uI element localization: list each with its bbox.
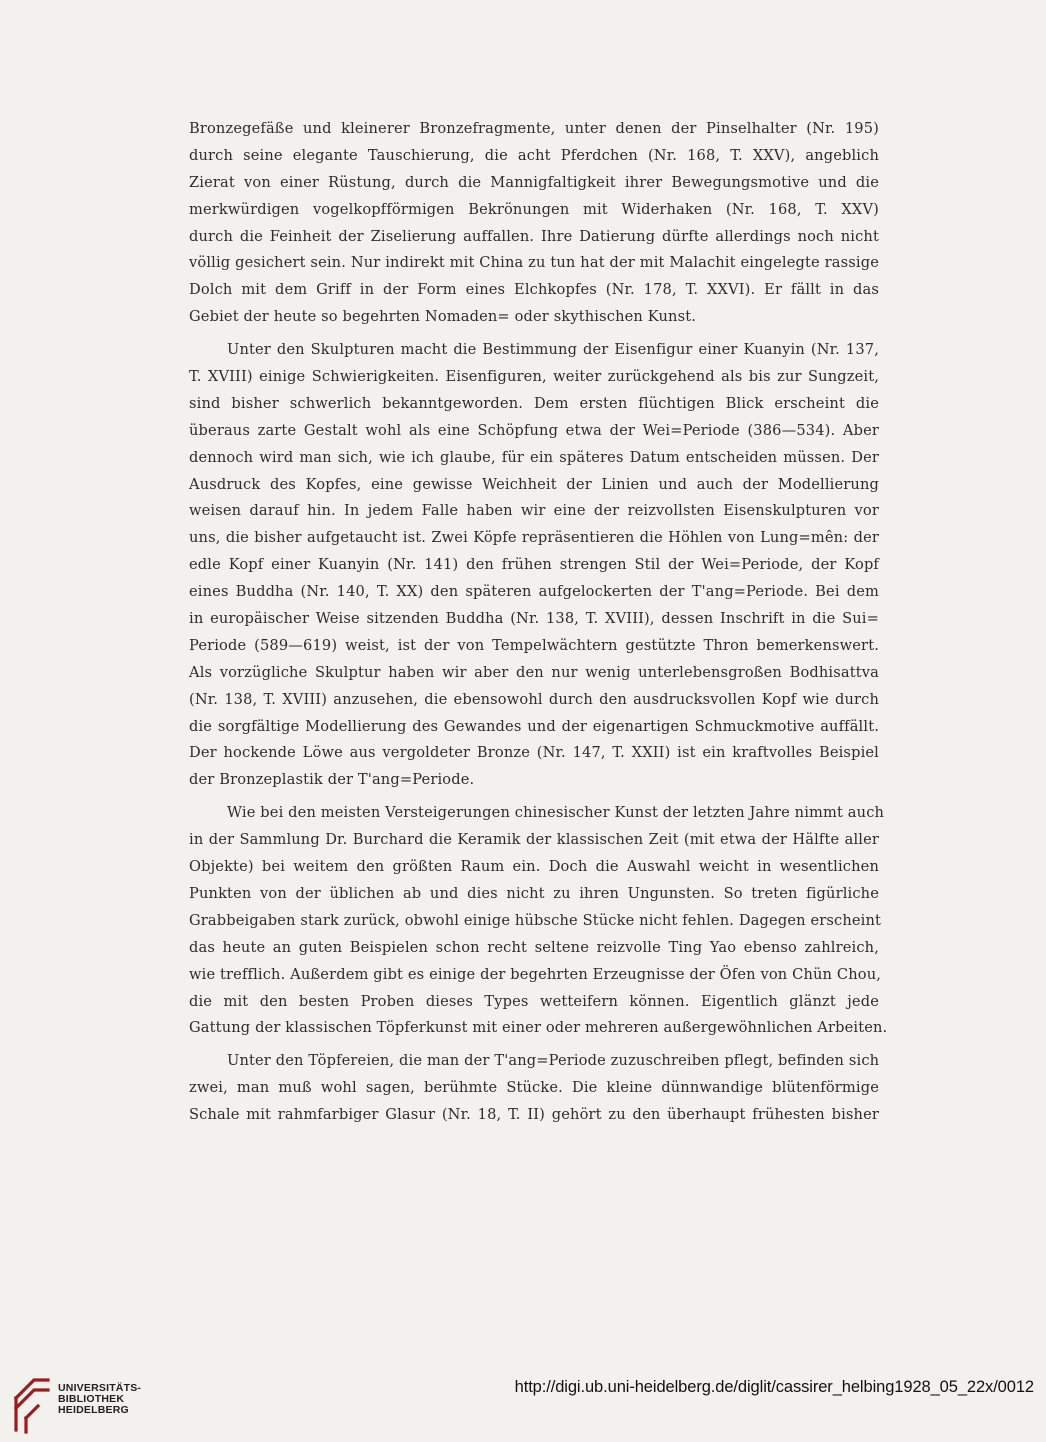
text-line: Gattung der klassischen Töpferkunst mit einer oder mehreren außergewöhnlichen Arbeiten. (189, 1019, 888, 1037)
text-line: völlig gesichert sein. Nur indirekt mit China zu tun hat der mit Malachit eingelegte rassige (189, 254, 879, 272)
text-line: Objekte) bei weitem den größten Raum ein. Doch die Auswahl weicht in wesentlichen (189, 858, 879, 876)
text-line: zwei, man muß wohl sagen, berühmte Stücke. Die kleine dünnwandige blütenförmige (189, 1079, 879, 1097)
text-line: Ausdruck des Kopfes, eine gewisse Weichheit der Linien und auch der Modellierung (189, 475, 879, 493)
text-line: durch die Feinheit der Ziselierung auffallen. Ihre Datierung dürfte allerdings noch nicht (189, 227, 879, 245)
paragraph-4 (189, 1048, 879, 1129)
text-line: Schale mit rahmfarbiger Glasur (Nr. 18, T. II) gehört zu den überhaupt frühesten bisher (189, 1106, 879, 1124)
heidelberg-library-logo-icon (12, 1374, 52, 1434)
text-line: dennoch wird man sich, wie ich glaube, für ein späteres Datum entscheiden müssen. Der (189, 448, 879, 466)
text-line: in europäischer Weise sitzenden Buddha (Nr. 138, T. XVIII), dessen Inschrift in die Sui= (189, 610, 879, 628)
text-line: (Nr. 138, T. XVIII) anzusehen, die ebensowohl durch den ausdrucksvollen Kopf wie durch (189, 690, 879, 708)
library-name-line: HEIDELBERG (58, 1404, 129, 1416)
text-line: Bronzegefäße und kleinerer Bronzefragmente, unter denen der Pinselhalter (Nr. 195) (189, 120, 879, 137)
text-line: Punkten von der üblichen ab und dies nicht zu ihren Ungunsten. So treten figürliche (189, 884, 879, 902)
paragraph-1 (189, 116, 879, 331)
text-line: das heute an guten Beispielen schon recht seltene reizvolle Ting Yao ebenso zahlreich, (189, 938, 879, 956)
text-line: Als vorzügliche Skulptur haben wir aber den nur wenig unterlebensgroßen Bodhisattva (189, 663, 879, 681)
text-line: der Bronzeplastik der T'ang=Periode. (189, 771, 475, 789)
text-line: Zierat von einer Rüstung, durch die Mannigfaltigkeit ihrer Bewegungsmotive und die (189, 173, 879, 191)
text-line: eines Buddha (Nr. 140, T. XX) den späteren aufgelockerten der T'ang=Periode. Bei dem (189, 583, 879, 601)
text-line: edle Kopf einer Kuanyin (Nr. 141) den frühen strengen Stil der Wei=Periode, der Kopf (189, 556, 879, 574)
text-line: Unter den Skulpturen macht die Bestimmung der Eisenfigur einer Kuanyin (Nr. 137, (227, 341, 879, 359)
text-line: durch seine elegante Tauschierung, die acht Pferdchen (Nr. 168, T. XXV), angeblich (189, 146, 879, 164)
text-line: Wie bei den meisten Versteigerungen chinesischer Kunst der letzten Jahre nimmt auch (227, 804, 885, 822)
page-body-text (189, 116, 888, 1135)
library-name (58, 1383, 141, 1416)
text-line: Dolch mit dem Griff in der Form eines Elchkopfes (Nr. 178, T. XXVI). Er fällt in das (189, 281, 879, 299)
text-line: Der hockende Löwe aus vergoldeter Bronze (Nr. 147, T. XXII) ist ein kraftvolles Beispiel (189, 744, 879, 762)
paragraph-2 (189, 337, 879, 794)
text-line: überaus zarte Gestalt wohl als eine Schöpfung etwa der Wei=Periode (386—534). Aber (189, 421, 879, 439)
paragraph-3 (189, 800, 888, 1042)
text-line: die mit den besten Proben dieses Types wetteifern können. Eigentlich glänzt jede (189, 992, 879, 1010)
library-name-line: BIBLIOTHEK (58, 1393, 125, 1405)
text-line: Grabbeigaben stark zurück, obwohl einige hübsche Stücke nicht fehlen. Dagegen erscheint (189, 911, 882, 929)
text-line: Periode (589—619) weist, ist der von Tempelwächtern gestützte Thron bemerkenswert. (189, 636, 879, 654)
text-line: uns, die bisher aufgetaucht ist. Zwei Köpfe repräsentieren die Höhlen von Lung=mên: der (189, 529, 879, 547)
source-url-link[interactable]: http://digi.ub.uni-heidelberg.de/diglit/cassirer_helbing1928_05_22x/0012 (514, 1378, 1034, 1396)
text-line: Unter den Töpfereien, die man der T'ang=Periode zuzuschreiben pflegt, befinden sich (227, 1052, 880, 1070)
text-line: in der Sammlung Dr. Burchard die Keramik der klassischen Zeit (mit etwa der Hälfte aller (189, 831, 879, 849)
text-line: weisen darauf hin. In jedem Falle haben wir eine der reizvollsten Eisenskulpturen vor (189, 502, 879, 520)
text-line: merkwürdigen vogelkopfförmigen Bekrönungen mit Widerhaken (Nr. 168, T. XXV) (189, 200, 879, 218)
page-footer (0, 1370, 1046, 1442)
text-line: T. XVIII) einige Schwierigkeiten. Eisenfiguren, weiter zurückgehend als bis zur Sungzeit, (189, 368, 879, 386)
library-name-line: UNIVERSITÄTS- (58, 1382, 142, 1394)
text-line: sind bisher schwerlich bekanntgeworden. Dem ersten flüchtigen Blick erscheint die (189, 394, 879, 412)
text-line: Gebiet der heute so begehrten Nomaden= oder skythischen Kunst. (189, 308, 697, 326)
text-line: die sorgfältige Modellierung des Gewandes und der eigenartigen Schmuckmotive auffällt. (189, 717, 879, 735)
text-line: wie trefflich. Außerdem gibt es einige der begehrten Erzeugnisse der Öfen von Chün Chou, (189, 965, 882, 983)
